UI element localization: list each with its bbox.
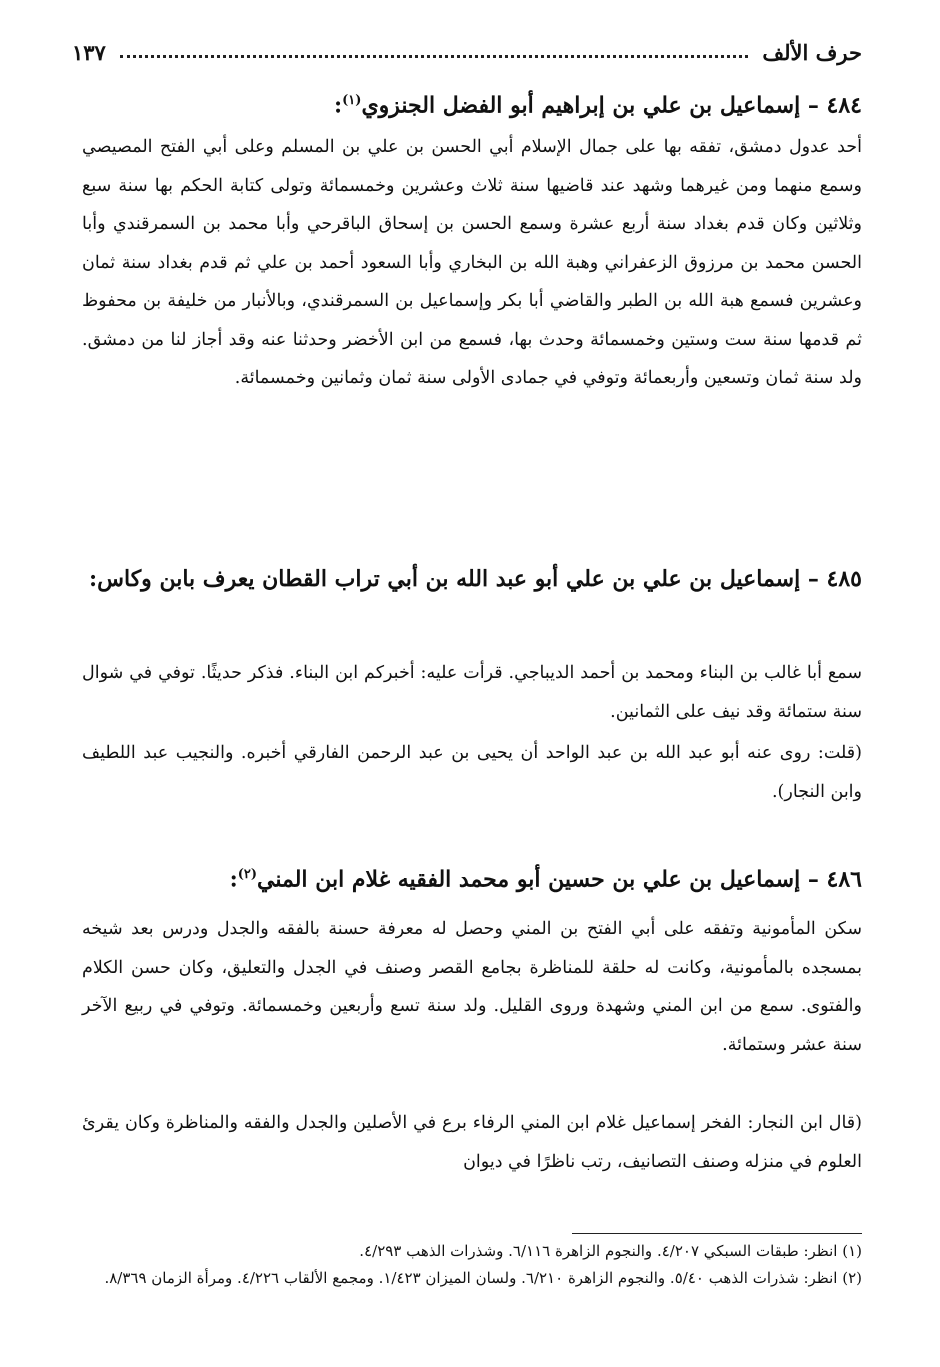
footnote-ref[interactable]: (٢) (237, 867, 258, 882)
entry-body-484: أحد عدول دمشق، تفقه بها على جمال الإسلام أبي الحسن بن علي بن المسلم وعلى أبي الفتح المصيصي وسمع منهما ومن غيرهما وشهد عند قاضيها سنة ثلاث وعشرين وخمسمائة وتولى كتابة الحكم بها سنة سبع وثلاثين وكان قدم بغداد سنة أربع عشرة وسمع الحسن بن إسحاق الباقرحي وأبا محمد بن السمرقندي وأبا الحسن محمد بن مرزوق الزعفراني وهبة الله بن البخاري وأبا السعود أحمد بن علي ثم قدم بغداد سنة ثمان وعشرين فسمع هبة الله بن الطبر والقاضي أبا بكر وإسماعيل بن السمرقندي، وبالأنبار من خليفة بن محفوظ ثم قدمها سنة ست وستين وخمسمائة وحدث بها، فسمع من ابن الأخضر وحدثنا عنه وقد أجاز لنا من دمشق. ولد سنة ثمان وتسعين وأربعمائة وتوفي في جمادى الأولى سنة ثمان وثمانين وخمسمائة. (82, 137, 862, 388)
entry-title-colon: : (229, 866, 238, 893)
entry-quote-486: (قال ابن النجار: الفخر إسماعيل غلام ابن المني الرفاء برع في الأصلين والجدل والفقه والمناظرة وكان يقرئ العلوم في منزله وصنف التصانيف، رتب ناظرًا في ديوان (82, 1113, 862, 1172)
entry-body-485: سمع أبا غالب بن البناء ومحمد بن أحمد الديباجي. قرأت عليه: أخبركم ابن البناء. فذكر حديثًا. توفي في شوال سنة ستمائة وقد نيف على الثمانين. (82, 663, 862, 722)
entry-title-colon: : (89, 566, 98, 592)
entry-title-486 (72, 852, 862, 902)
footnotes (82, 1238, 862, 1292)
entry-title-text: ٤٨٥ – إسماعيل بن علي بن علي أبو عبد الله بن أبي تراب القطان يعرف بابن وكاس (97, 566, 862, 592)
footnote-1: (١) انظر: طبقات السبكي ٤/٢٠٧. والنجوم الزاهرة ٦/١١٦. وشذرات الذهب ٤/٢٩٣. (359, 1242, 862, 1260)
footnote-ref[interactable]: (١) (342, 93, 362, 108)
entry-note-485: (قلت: روى عنه أبو عبد الله بن عبد الواحد أن يحيى بن عبد الرحمن الفارقي أخبره. والنجيب عبد اللطيف وابن النجار). (82, 743, 862, 802)
entry-title-485 (72, 556, 862, 602)
dotted-leader (120, 55, 749, 58)
running-header (72, 40, 862, 65)
footnote-divider (572, 1233, 862, 1234)
page-number: ١٣٧ (72, 40, 106, 65)
entry-title-484 (72, 78, 862, 128)
entry-title-text: ٤٨٦ – إسماعيل بن علي بن حسين أبو محمد الفقيه غلام ابن المني (257, 866, 862, 893)
footnote-2: (٢) انظر: شذرات الذهب ٥/٤٠. والنجوم الزاهرة ٦/٢١٠. ولسان الميزان ١/٤٢٣. ومجمع الألقاب ٤/٢٢٦. ومرأة الزمان ٨/٣٦٩. (104, 1269, 862, 1287)
entry-body-486: سكن المأمونية وتفقه على أبي الفتح بن المني وحصل له معرفة حسنة بالفقه والجدل ودرس بعد شيخه بمسجده بالمأمونية، وكانت له حلقة للمناظرة بجامع القصر وصنف في الجدل والتعليق، وكان حسن الكلام والفتوى. سمع من ابن المني وشهدة وروى القليل. ولد سنة تسع وأربعين وخمسمائة. وتوفي في ربيع الآخر سنة عشر وستمائة. (82, 919, 862, 1055)
entry-title-text: ٤٨٤ – إسماعيل بن علي بن إبراهيم أبو الفضل الجنزوي (361, 92, 862, 119)
chapter-heading: حرف الألف (762, 40, 862, 65)
entry-title-colon: : (334, 92, 343, 119)
